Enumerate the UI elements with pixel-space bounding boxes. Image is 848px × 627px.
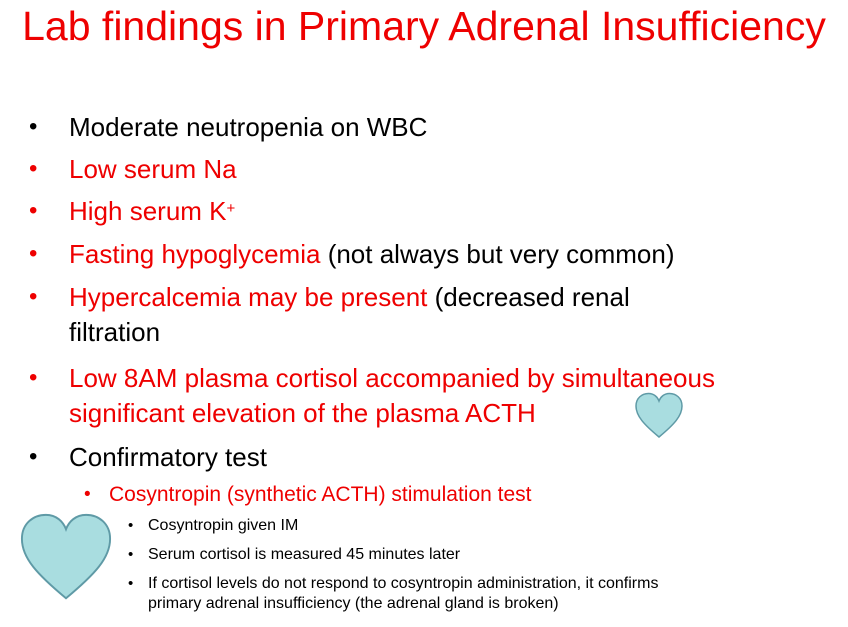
bullet-text: Low 8AM plasma cortisol accompanied by simultaneous <box>69 363 715 393</box>
bullet-icon: • <box>128 575 134 592</box>
sub-sub-bullet-text: If cortisol levels do not respond to cosyntropin administration, it confirms <box>148 575 659 592</box>
bullet-icon: • <box>29 197 38 224</box>
heart-icon <box>634 392 684 440</box>
bullet-hypoglycemia <box>29 237 675 271</box>
bullet-icon: • <box>29 113 38 140</box>
bullet-icon: • <box>84 484 91 505</box>
bullet-icon: • <box>29 364 38 391</box>
bullet-icon: • <box>29 443 38 470</box>
bullet-cortisol-acth <box>29 361 715 395</box>
bullet-confirmatory-test <box>29 440 267 474</box>
bullet-text-note: (decreased renal <box>427 282 630 312</box>
bullet-hypercalcemia-continued: filtration <box>69 317 161 347</box>
bullet-low-sodium <box>29 152 237 186</box>
bullet-text-note: (not always but very common) <box>320 239 675 269</box>
bullet-text-red: Fasting hypoglycemia <box>69 239 321 269</box>
bullet-icon: • <box>29 240 38 267</box>
sub-sub-bullet-measured <box>128 545 461 565</box>
bullet-hypercalcemia <box>29 280 630 314</box>
bullet-icon: • <box>29 283 38 310</box>
bullet-icon: • <box>29 155 38 182</box>
sub-sub-bullet-text: Cosyntropin given IM <box>148 517 299 534</box>
heart-icon <box>18 512 114 604</box>
superscript-plus: + <box>226 200 236 217</box>
bullet-text: High serum K <box>69 196 227 226</box>
bullet-icon: • <box>128 546 134 563</box>
bullet-neutropenia <box>29 110 428 144</box>
bullet-text-red: Hypercalcemia may be present <box>69 282 428 312</box>
slide-title: Lab findings in Primary Adrenal Insufficiency <box>22 3 826 49</box>
bullet-icon: • <box>128 517 134 534</box>
bullet-text: Low serum Na <box>69 154 237 184</box>
bullet-text: Confirmatory test <box>69 442 267 472</box>
sub-sub-bullet-no-response <box>128 574 659 594</box>
bullet-cortisol-acth-continued: significant elevation of the plasma ACTH <box>69 398 536 428</box>
bullet-high-potassium <box>29 194 236 228</box>
sub-bullet-cosyntropin-test <box>84 482 532 508</box>
sub-sub-bullet-no-response-continued: primary adrenal insufficiency (the adrenal gland is broken) <box>148 595 559 612</box>
sub-bullet-text: Cosyntropin (synthetic ACTH) stimulation test <box>109 483 532 506</box>
sub-sub-bullet-text: Serum cortisol is measured 45 minutes later <box>148 546 461 563</box>
bullet-text: Moderate neutropenia on WBC <box>69 112 428 142</box>
sub-sub-bullet-given-im <box>128 516 299 536</box>
